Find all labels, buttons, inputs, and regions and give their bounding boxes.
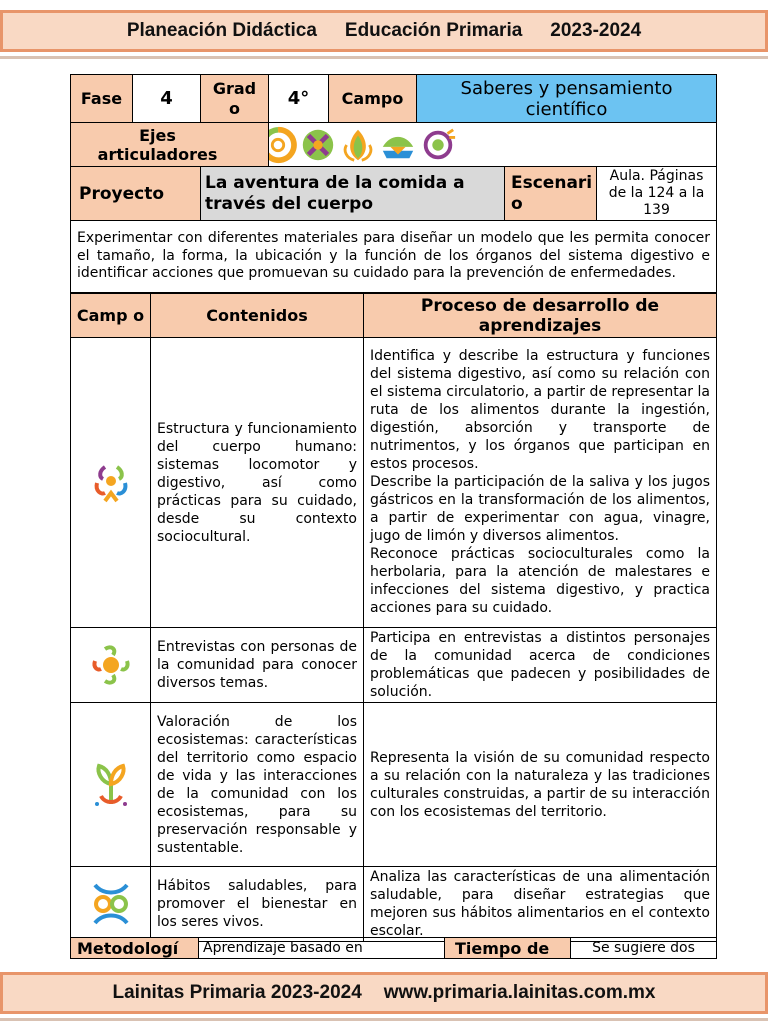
header-year: 2023-2024: [550, 20, 642, 41]
campo-icon-cell: [71, 867, 151, 942]
header-proceso: Proceso de desarrollo de aprendizajes: [364, 294, 717, 338]
row4-proceso: Analiza las características de una alimentación saludable, para diseñar estrategias que mejoren sus hábitos alimentarios en el contexto escolar.: [364, 867, 717, 942]
header-level: Educación Primaria: [344, 20, 523, 41]
table-row: [71, 338, 717, 628]
footer-divider: [0, 1018, 768, 1021]
row1-proceso: Identifica y describe la estructura y funciones del sistema digestivo, así como su relación con el sistema circulatorio, a partir de representar la ruta de los alimentos durante la ingestión, digestión, absorción y transporte de nutrimentos, y los órganos que participan en estos procesos. Describe la participación de la saliva y los jugos gástricos en la transformación de los alimentos, a partir de experimentar con agua, vinagre, jugo de limón y diversos alimentos. Reconoce prácticas socioculturales como la herbolaria, para la atención de malestares e infecciones del sistema digestivo, y practica acciones para su cuidado.: [364, 338, 717, 628]
interculturality-icon: [339, 126, 377, 164]
campo-icon-cell: [71, 628, 151, 703]
content-table: [70, 293, 717, 942]
fase-label: Fase: [71, 75, 133, 123]
escenario-value: Aula. Páginas de la 124 a la 139: [597, 167, 717, 221]
critical-thinking-icon: [299, 126, 337, 164]
info-table: [70, 74, 717, 293]
inclusion-icon: [269, 126, 298, 164]
campo-icon-cell: [71, 703, 151, 867]
tiempo-label: Tiempo de: [445, 938, 571, 959]
table-row: [71, 703, 717, 867]
methodology-row: [70, 937, 717, 959]
footer-banner: [0, 972, 768, 1014]
row1-contenido: Estructura y funcionamiento del cuerpo humano: sistemas locomotor y digestivo, así como prácticas para su cuidado, desde su contexto sociocultural.: [151, 338, 364, 628]
linked-people-icon: [89, 879, 133, 929]
row2-proceso: Participa en entrevistas a distintos personajes de la comunidad acerca de condiciones problemáticas que padecen y posibilidades de solución.: [364, 628, 717, 703]
table-row: [71, 867, 717, 942]
metodologia-value: Aprendizaje basado en: [199, 938, 445, 959]
footer-brand: Lainitas Primaria 2023-2024: [112, 982, 362, 1003]
ejes-icons: [269, 126, 717, 164]
proyecto-label: Proyecto: [71, 167, 201, 221]
community-circle-icon: [91, 643, 131, 687]
fase-value: 4: [133, 75, 201, 123]
header-title: Planeación Didáctica: [126, 20, 317, 41]
ethics-nature-icon: [91, 461, 131, 505]
tiempo-value: Se sugiere dos: [571, 938, 717, 959]
proyecto-value: La aventura de la comida a través del cuerpo: [201, 167, 505, 221]
row3-proceso: Representa la visión de su comunidad respecto a su relación con la naturaleza y las tradiciones culturales construidas, a partir de su interacción con los ecosistemas del territorio.: [364, 703, 717, 867]
header-banner: [0, 10, 768, 52]
ejes-icons-cell: [269, 123, 717, 167]
project-description: Experimentar con diferentes materiales para diseñar un modelo que les permita conocer el tamaño, la forma, la ubicación y la función de los órganos del sistema digestivo e identificar acciones que promuevan su cuidado para la prevención de enfermedades.: [71, 221, 717, 293]
campo-icon-cell: [71, 338, 151, 628]
table-row: [71, 628, 717, 703]
header-campo: Camp o: [71, 294, 151, 338]
campo-value: Saberes y pensamiento científico: [417, 75, 717, 123]
row4-contenido: Hábitos saludables, para promover el bienestar en los seres vivos.: [151, 867, 364, 942]
ejes-label: Ejes articuladores: [71, 123, 269, 167]
grado-label: Grad o: [201, 75, 269, 123]
metodologia-label: Metodologí: [71, 938, 199, 959]
row2-contenido: Entrevistas con personas de la comunidad para conocer diversos temas.: [151, 628, 364, 703]
row3-contenido: Valoración de los ecosistemas: características del territorio como espacio de vida y las interacciones de la comunidad con los ecosistemas, para su preservación responsable y sustentable.: [151, 703, 364, 867]
campo-label: Campo: [329, 75, 417, 123]
equality-icon: [379, 126, 417, 164]
sprout-icon: [91, 760, 131, 810]
table-bottom-border: [70, 958, 716, 959]
header-contenidos: Contenidos: [151, 294, 364, 338]
escenario-label: Escenari o: [505, 167, 597, 221]
grado-value: 4°: [269, 75, 329, 123]
footer-url[interactable]: www.primaria.lainitas.com.mx: [383, 982, 656, 1003]
header-divider: [0, 56, 768, 59]
art-icon: [419, 126, 457, 164]
